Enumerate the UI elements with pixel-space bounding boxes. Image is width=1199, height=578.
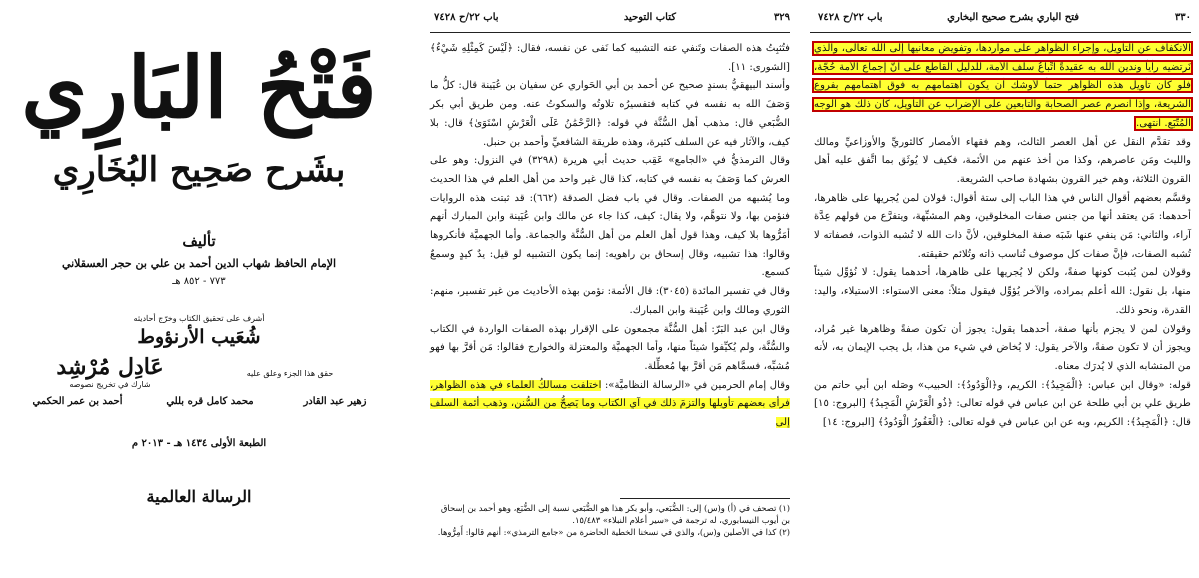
cover-volume-editor: زهير عبد القادر [303,396,367,407]
running-header-chapter: باب ٢٢/ح ٧٤٢٨ [434,12,499,23]
cover-volume-editor: أحمد بن عمر الحكمي [32,396,123,407]
paragraph: وقولان لمن يُثبت كونها صفةً، ولكن لا يُجريها على ظاهرها، أحدهما يقول: لا نُؤوِّل شيئاً منها، بل نقول: الله أعلم بمراده، والآخر يُؤوِّل فيقول مثلاً: معنى الاستواء: الاستيلاء، واليد: القدرة، ونحو ذلك. [814,267,1191,316]
highlighted-paragraph [430,377,790,433]
page-number: ٣٣٠ [1174,12,1191,23]
book-cover [0,0,398,578]
footnote: (٢) كذا في الأصلين و(س)، والذي في نسخنا الخطية الحاضرة من «جامع الترمذي»: أنهم قالوا: أَمِرُّوها. [437,527,790,537]
cover-author: الإمام الحافظ شهاب الدين أحمد بن علي بن حجر العسقلاني [61,257,337,270]
paragraph: وقال في تفسير المائدة (٣٠٤٥): قال الأئمة: نؤمن بهذه الأحاديث من غير تفسير، منهم: الثوري ومالك وابن عُيَينة وابن المبارك. [430,286,790,316]
footnotes [430,502,790,538]
running-header-book: كتاب التوحيد [623,12,676,23]
highlighted-text: الانكفاف عن التأويل، وإجراء الظواهر على مواردها، وتفويض معانيها إلى الله تعالى، والذي نَرتضيه رأياً وندين الله به عقيدةً اتِّباعُ سلف الأمة، للدليل القاطع على أنَّ إجماع الأمة حُجَّة، فلو كان تأويل هذه الظواهر حتماً لأوشك أن يكون اهتمامهم به فوق اهتمامهم بفروع الشريعة، وإذا انصرم عصر الصحابة والتابعين على الإضراب عن التأويل، كان ذلك هو الوجه المُتَّبَع. انتهى. [814,43,1191,129]
paragraph: وقال ابن عبد البَرّ: أهل السُّنَّة مجمعون على الإقرار بهذه الصفات الواردة في الكتاب والسُّنَّة، ولم يُكيِّفوا شيئاً منها، وأما الجهميَّة والمعتزلة والخوارج فقالوا: مَن أقرَّ بها فهو مُشبِّه، فسمَّاهم مَن أقرَّ بها مُعطِّلة. [430,323,790,372]
running-header-book: فتح الباري بشرح صحيح البخاري [947,12,1079,23]
footnote: (١) تصحف في (أ) و(س) إلى: الضُّبَعي، وأبو بكر هذا هو الضُّبَعي نسبة إلى الضُّبَع، وهو أحمد بن إسحاق بن أيوب النيسابوري، له ترجمة في «سير أعلام النبلاء» ١٥/٤٨٣. [440,503,790,525]
header-rule [810,32,1191,33]
cover-supervision-label: أشرف على تحقيق الكتاب وخرّج أحاديثه [133,314,265,323]
page-number: ٣٢٩ [773,12,790,23]
paragraph: وقال الترمذيُّ في «الجامع» عَقِب حديث أبي هريرة (٣٢٩٨) في النزول: وهو على العرش كما وَصَفَ به نفسه في كتابه، كذا قال غير واحد من أهل العلم في هذا الحديث وما يُشبهه من الصفات. وقال في باب فضل الصدقة (٦٦٢): قد ثبتت هذه الروايات فنؤمن بها، ولا نتوهَّم، ولا يقال: كيف، كذا جاء عن مالك وابن عُيَينة وابن المبارك أنهم أمَرُّوها بلا كيف، وهذا قول أهل العلم من أهل السُّنَّة والجماعة. وأما الجهميَّة فأنكروها وقالوا: هذا تشبيه، وقال إسحاق بن راهويه: إنما يكون التشبيه لو قيل: يدٌ كيدٍ وسمعٌ كسمع. [430,155,791,279]
running-header-chapter: باب ٢٢/ح ٧٤٢٨ [818,12,883,23]
cover-editor-primary: شُعَيب الأرنؤوط [137,326,261,348]
highlighted-text: اختلفت مسالكُ العلماء في هذه الظواهر، فرأى بعضهم تأويلها والتزمَ ذلك في آي الكتاب وما يَصِحُّ من السُّنن، وذهب أئمة السلف إلى [430,379,790,429]
cover-editor-secondary: عَادِل مُرْشِد [56,354,164,380]
cover-title: فَتْحُ البَارِي [21,38,377,137]
header-rule [430,32,790,33]
cover-editor-secondary-note: شارك في تخريج نصوصه [69,380,151,389]
cover-edition: الطبعة الأولى ١٤٣٤ هـ - ٢٠١٣ م [131,438,267,449]
paragraph: وقولان لمن لا يجزم بأنها صفة، أحدهما يقول: يجوز أن تكون صفةً وظاهرها غير مُراد، ويجوز أن لا تكون صفةً، والآخر يقول: لا يُخاض في شيء من هذا، بل يجب الإيمان به، لأنه من المتشابه الذي لا يُدرَك معناه. [814,323,1191,372]
book-page-330 [800,0,1199,578]
highlighted-paragraph [814,40,1191,134]
paragraph-lead: وقال إمام الحرمين في «الرسالة النظاميَّة»: [604,379,790,391]
cover-authorship-label: تأليف [182,232,216,250]
cover-volume-editors-label: حقق هذا الجزء وعلق عليه [246,369,334,378]
page-body [814,40,1191,433]
cover-author-dates: ٧٧٣ - ٨٥٢ هـ [172,276,226,287]
paragraph: فتُثبِتُ هذه الصفات وتَنفي عنه التشبيه كما نَفى عن نفسه، فقال: ﴿لَيْسَ كَمِثْلِهِ شَيْءٌ﴾ [الشورى: ١١]. [430,43,790,73]
cover-publisher: الرسالة العالمية [146,487,252,506]
footnote-rule [620,498,790,499]
page-body [430,40,790,433]
paragraph: قوله: «وقال ابن عباس: ﴿الْمَجِيدُ﴾: الكريم، و﴿الْوَدُودُ﴾: الحبيب» وصَله ابن أبي حاتم من طريق علي بن أبي طلحة عن ابن عباس في قوله تعالى: ﴿ذُو الْعَرْشِ الْمَجِيدُ﴾ [البروج: ١٥] قال: ﴿الْمَجِيدُ﴾: الكريم، وبه عن ابن عباس في قوله تعالى: ﴿الْغَفُورُ الْوَدُودُ﴾ [البروج: ١٤] [814,379,1191,429]
book-page-329 [420,0,796,578]
paragraph: وأسند البيهقيُّ بسندٍ صحيح عن أحمد بن أبي الحَواري عن سفيان بن عُيَينة قال: كلُّ ما وَصَفَ الله به نفسه في كتابه فتفسيرُه تلاوتُه والسكوتُ عنه. ومن طريق أبي بكر الضُّبَعي قال: مذهب أهل السُّنَّة في قوله: ﴿الرَّحْمَٰنُ عَلَى الْعَرْشِ اسْتَوَىٰ﴾ قال: بلا كيف، والآثار فيه عن السلف كثيرة، وهذه طريقة الشافعيِّ وأحمد بن حنبل. [430,80,790,148]
cover-subtitle: بشَرح صَحِيح البُخَارِي [52,150,346,190]
cover-volume-editor: محمد كامل قره بللي [166,396,254,407]
paragraph: وقد تقدَّم النقل عن أهل العصر الثالث، وهم فقهاء الأمصار كالثوريِّ والأوزاعيِّ ومالك والليث ومَن عاصرهم، وكذا من أخذ عنهم من الأئمة، فكيف لا يُوثَق بما اتَّفق عليه أهل القرون الثلاثة، وهم خير القرون بشهادة صاحب الشريعة. [814,136,1191,185]
paragraph: وقسَّم بعضهم أقوال الناس في هذا الباب إلى ستة أقوال: قولان لمن يُجريها على ظاهرها، أحدهما: مَن يعتقد أنها من جنس صفات المخلوقين، وهم المشبِّهة، ويتفرَّع من قولهم عِدَّة آراء، والثاني: مَن ينفي عنها شَبَه صفة المخلوقين، لأنَّ ذات الله لا تُشبه الذوات، فصفاته لا تُشبه الصفات، فإنَّ صفات كل موصوف تُناسب ذاته وتُلائم حقيقته. [814,192,1191,260]
